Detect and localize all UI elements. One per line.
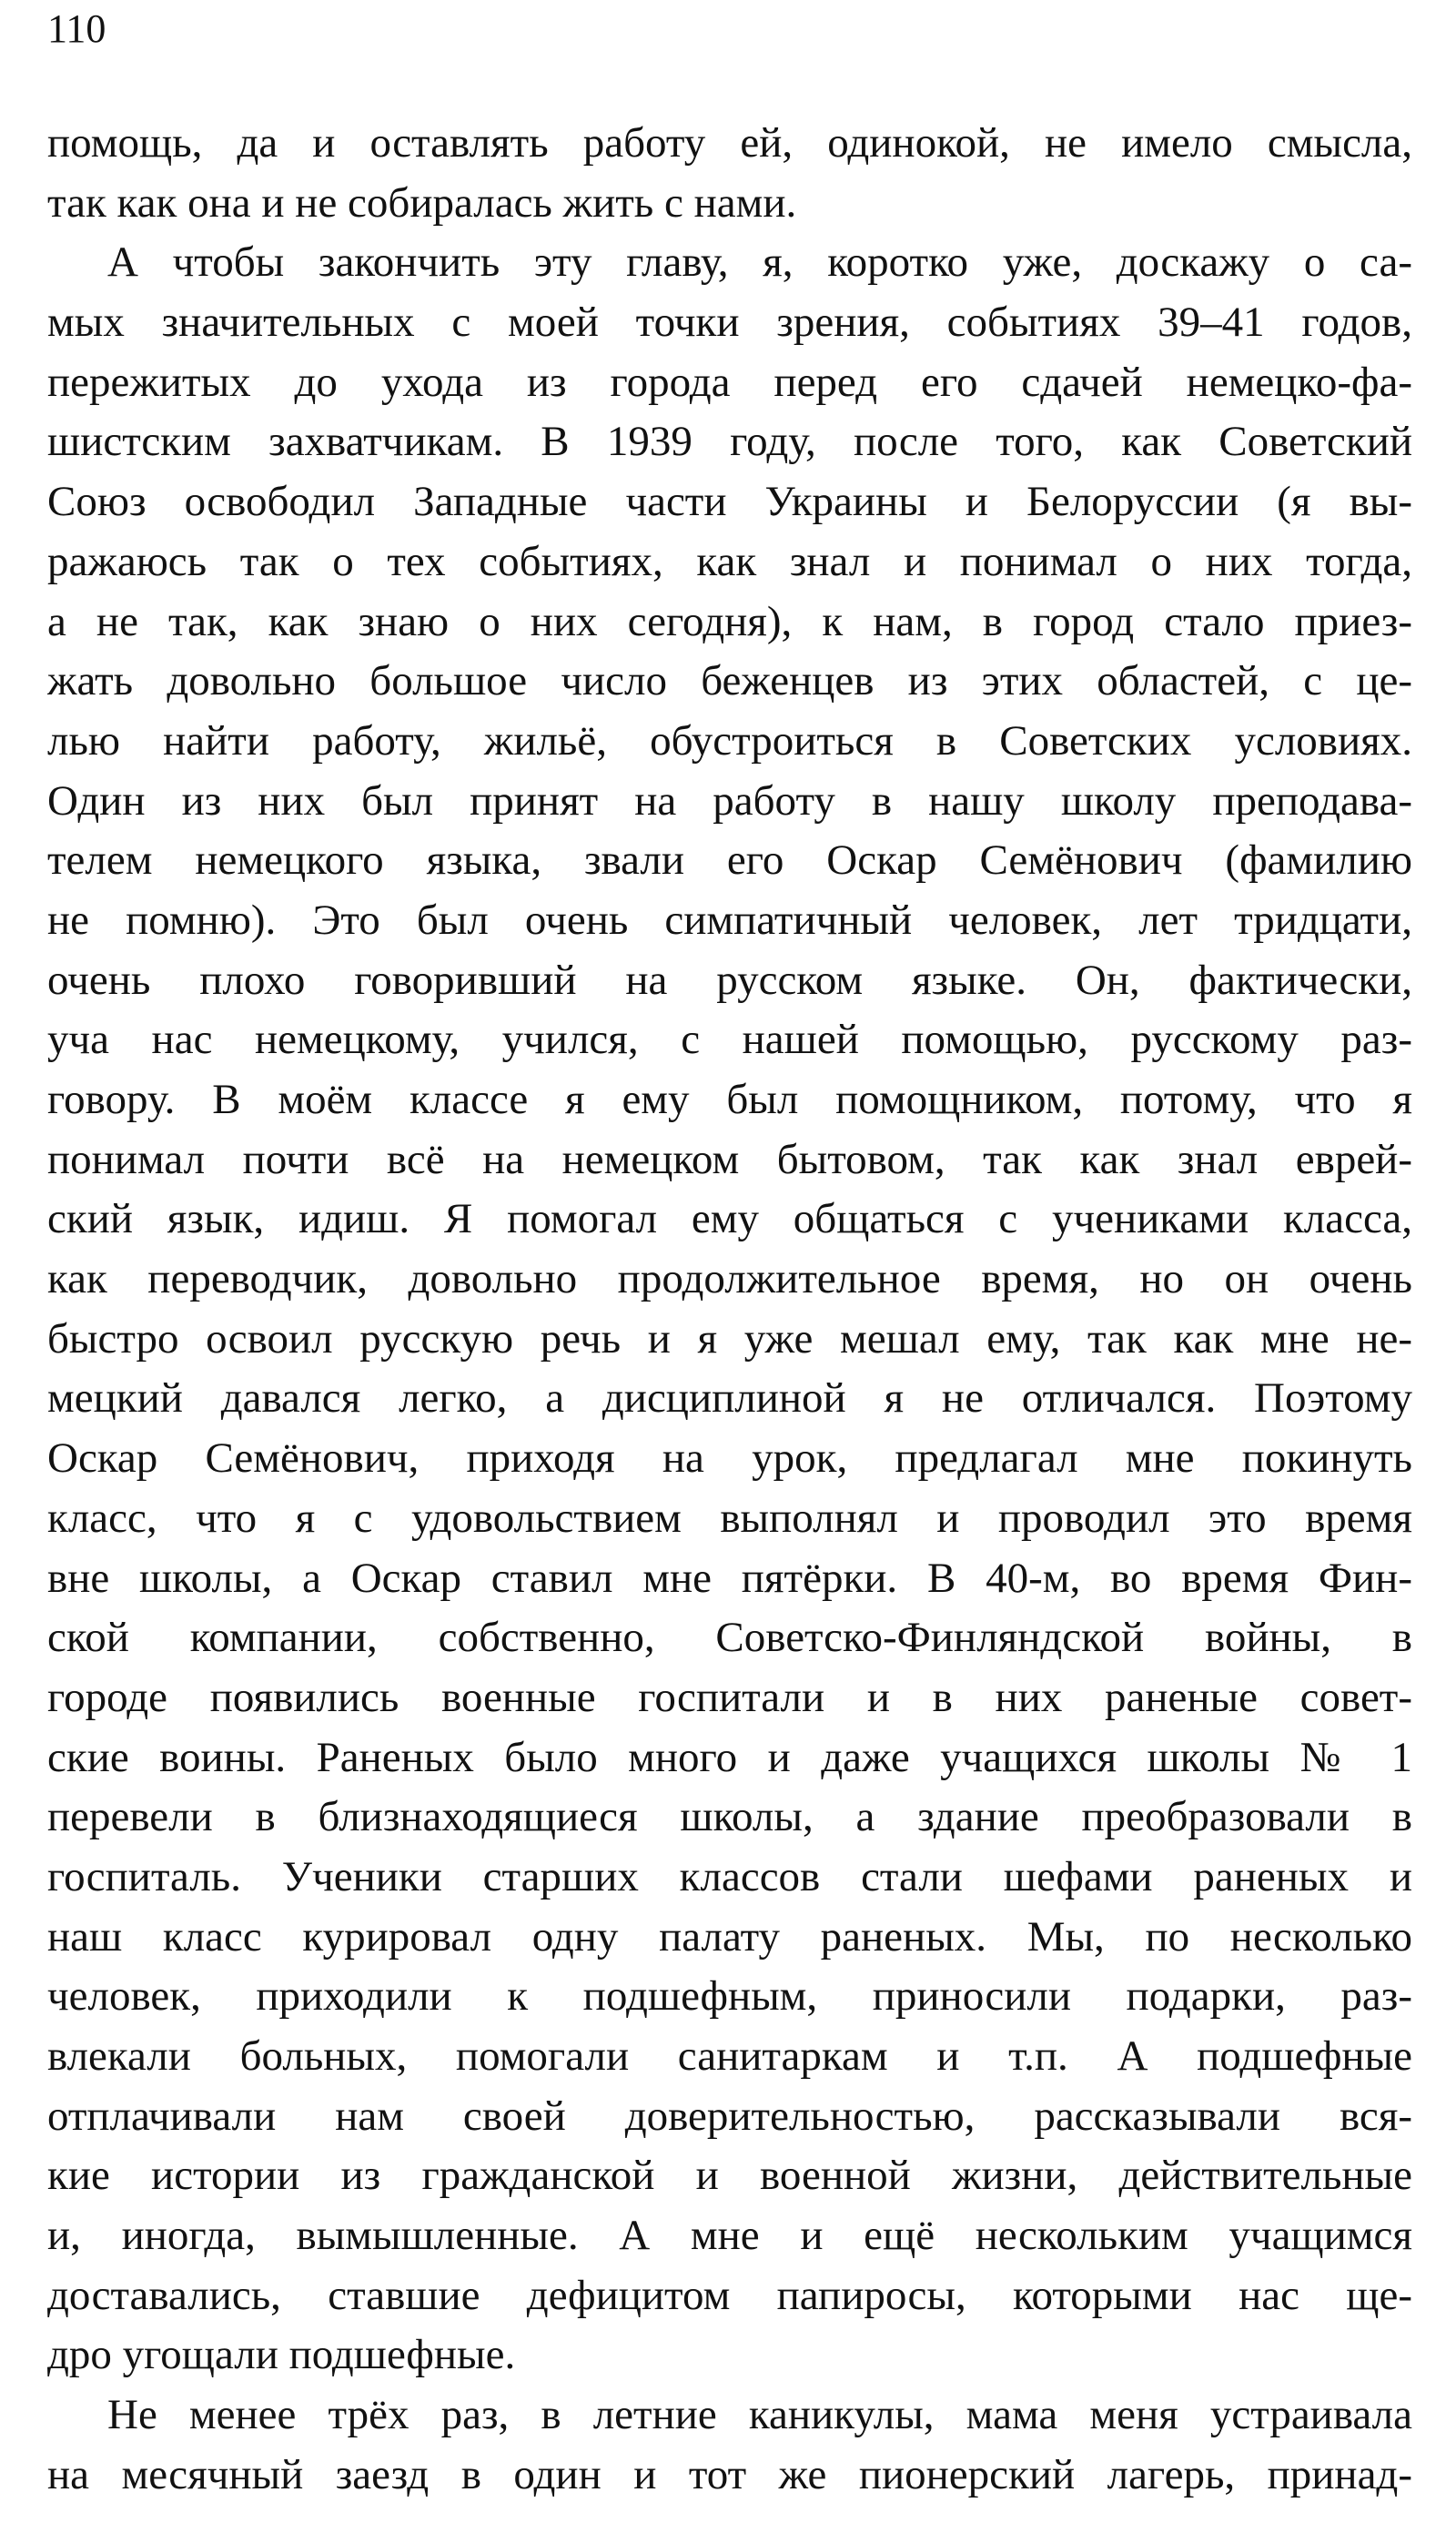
text-line: Оскар Семёнович, приходя на урок, предлагал мне покинуть [47, 1434, 1412, 1483]
text-line: городе появились военные госпитали и в них раненые совет- [47, 1673, 1412, 1721]
text-line: говору. В моём классе я ему был помощником, потому, что я [47, 1076, 1412, 1123]
text-line: жать довольно большое число беженцев из этих областей, с це- [47, 657, 1412, 705]
text-line: так как она и не собиралась жить с нами. [47, 178, 797, 227]
text-line: класс, что я с удовольствием выполнял и проводил это время [47, 1494, 1412, 1542]
text-line: Союз освободил Западные части Украины и Белоруссии (я вы- [47, 478, 1412, 526]
text-line: а не так, как знаю о них сегодня), к нам, в город стало приез- [47, 597, 1412, 645]
text-line: быстро освоил русскую речь и я уже мешал ему, так как мне не- [47, 1314, 1412, 1363]
body-text [47, 114, 1412, 2506]
text-line: мецкий давался легко, а дисциплиной я не отличался. Поэтому [47, 1374, 1412, 1423]
text-line: ражаюсь так о тех событиях, как знал и понимал о них тогда, [47, 537, 1412, 585]
text-line: шистским захватчикам. В 1939 году, после того, как Советский [47, 418, 1412, 466]
text-line: перевели в близнаходящиеся школы, а здание преобразовали в [47, 1793, 1412, 1841]
text-line: телем немецкого языка, звали его Оскар Семёнович (фамилию [47, 836, 1412, 885]
text-line: как переводчик, довольно продолжительное время, но он очень [47, 1255, 1412, 1303]
text-line: кие истории из гражданской и военной жизни, действительные [47, 2152, 1412, 2200]
text-line: пережитых до ухода из города перед его сдачей немецко-фа- [47, 358, 1412, 406]
text-line: на месячный заезд в один и тот же пионерский лагерь, принад- [47, 2450, 1412, 2498]
text-line: понимал почти всё на немецком бытовом, так как знал еврей- [47, 1135, 1412, 1183]
text-line: ские воины. Раненых было много и даже учащихся школы № 1 [47, 1733, 1412, 1781]
text-line: доставались, ставшие дефицитом папиросы, которыми нас ще- [47, 2271, 1412, 2319]
text-line: Один из них был принят на работу в нашу школу преподава- [47, 776, 1412, 825]
text-line: не помню). Это был очень симпатичный человек, лет тридцати, [47, 896, 1412, 944]
paragraph-first-line: Не менее трёх раз, в летние каникулы, мама меня устраивала [107, 2391, 1412, 2439]
text-line: дро угощали подшефные. [47, 2331, 516, 2379]
text-line: наш класс курировал одну палату раненых. Мы, по несколько [47, 1912, 1412, 1961]
paragraph-first-line: А чтобы закончить эту главу, я, коротко уже, доскажу о са- [107, 238, 1412, 287]
text-line: уча нас немецкому, учился, с нашей помощью, русскому раз- [47, 1016, 1412, 1064]
text-line: госпиталь. Ученики старших классов стали шефами раненых и [47, 1852, 1412, 1900]
text-line: ский язык, идиш. Я помогал ему общаться с учениками класса, [47, 1195, 1412, 1243]
text-line: лью найти работу, жильё, обустроиться в Советских условиях. [47, 716, 1412, 765]
text-line: человек, приходили к подшефным, приносили подарки, раз- [47, 1972, 1412, 2021]
text-line: ской компании, собственно, Советско-Финляндской войны, в [47, 1614, 1412, 1662]
document-page [47, 0, 1412, 2523]
text-line: отплачивали нам своей доверительностью, рассказывали вся- [47, 2092, 1412, 2140]
text-line: помощь, да и оставлять работу ей, одинокой, не имело смысла, [47, 119, 1412, 167]
page-number: 110 [47, 6, 106, 51]
text-line: очень плохо говоривший на русском языке. Он, фактически, [47, 956, 1412, 1004]
text-line: вне школы, а Оскар ставил мне пятёрки. В 40-м, во время Фин- [47, 1554, 1412, 1602]
text-line: влекали больных, помогали санитаркам и т.п. А подшефные [47, 2032, 1412, 2080]
text-line: мых значительных с моей точки зрения, событиях 39–41 годов, [47, 299, 1412, 347]
text-line: и, иногда, вымышленные. А мне и ещё нескольким учащимся [47, 2212, 1412, 2260]
